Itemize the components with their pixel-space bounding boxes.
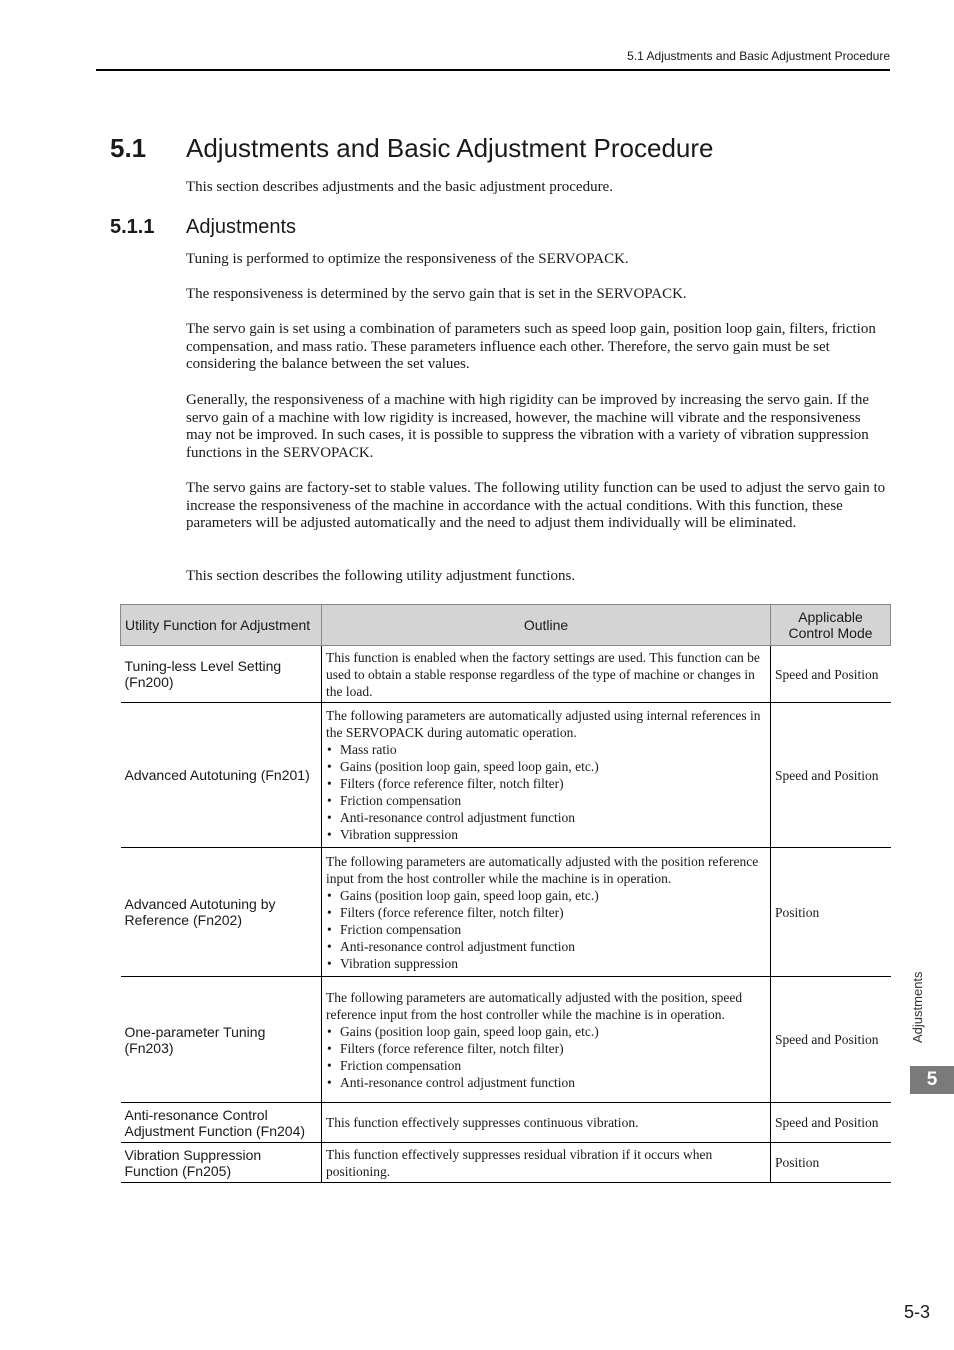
bullet-text: Vibration suppression: [340, 827, 459, 842]
bullet-dot: •: [327, 759, 332, 774]
paragraph: The responsiveness is determined by the servo gain that is set in the SERVOPACK.: [186, 286, 687, 302]
bullet-text: Vibration suppression: [340, 955, 459, 971]
bullet-text: Anti-resonance control adjustment function: [340, 938, 576, 954]
bullet-text: Friction compensation: [340, 1057, 462, 1073]
outline-text: The following parameters are automatically adjusted with the position reference input from the host controller while the machine is in operation.: [326, 853, 759, 886]
bullet-text: Filters (force reference filter, notch filter): [340, 776, 564, 791]
section-number: 5.1: [110, 133, 147, 163]
section-heading: [110, 133, 714, 164]
cell-function: Anti-resonance Control Adjustment Function (Fn204): [121, 1103, 322, 1143]
list-item: [326, 826, 766, 843]
table-row: [121, 848, 891, 977]
section-title: Adjustments and Basic Adjustment Procedure: [186, 133, 714, 163]
bullet-text: Filters (force reference filter, notch filter): [340, 904, 564, 920]
bullet-text: Friction compensation: [340, 793, 462, 808]
bullet-text: Gains (position loop gain, speed loop gain, etc.): [340, 887, 599, 903]
cell-mode: Speed and Position: [771, 703, 891, 848]
subsection-heading: [110, 216, 296, 239]
bullet-dot: •: [327, 1023, 332, 1039]
cell-mode: Position: [771, 1143, 891, 1183]
list-item: [326, 1040, 766, 1057]
list-item: [326, 1074, 766, 1091]
paragraph: The servo gains are factory-set to stable values. The following utility function can be used to adjust the servo gain to increase the responsiveness of the machine in accordance with the actual conditions. With this function, these parameters will be adjusted automatically and the need to adjust them individually will be eliminated.: [186, 480, 886, 532]
column-header-function: Utility Function for Adjustment: [121, 605, 322, 646]
bullet-dot: •: [327, 827, 332, 842]
paragraph: The servo gain is set using a combination of parameters such as speed loop gain, position loop gain, filters, friction compensation, and mass ratio. These parameters influence each other. Therefore, the servo gain must be set considering the balance between the set values.: [186, 321, 876, 373]
cell-function: One-parameter Tuning (Fn203): [121, 977, 322, 1103]
bullet-text: Friction compensation: [340, 921, 462, 937]
cell-outline: [322, 1143, 771, 1183]
list-item: [326, 1023, 766, 1040]
chapter-label-text: Adjustments: [910, 971, 925, 1043]
outline-bullet-list: [326, 1023, 766, 1091]
table-row: [121, 1103, 891, 1143]
section-intro: This section describes adjustments and the basic adjustment procedure.: [186, 179, 613, 195]
subsection-title: Adjustments: [186, 216, 297, 238]
table-row: [121, 703, 891, 848]
bullet-text: Mass ratio: [340, 742, 397, 757]
bullet-text: Gains (position loop gain, speed loop gain, etc.): [340, 759, 599, 774]
bullet-text: Anti-resonance control adjustment function: [340, 810, 576, 825]
header-rule: [96, 69, 890, 71]
table-header-row: [121, 605, 891, 646]
subsection-number: 5.1.1: [110, 216, 155, 238]
cell-function: Tuning-less Level Setting (Fn200): [121, 646, 322, 703]
list-item: [326, 921, 766, 938]
chapter-tab: 5: [910, 1066, 954, 1094]
bullet-dot: •: [327, 1074, 332, 1090]
cell-mode: Speed and Position: [771, 1103, 891, 1143]
list-item: [326, 904, 766, 921]
bullet-dot: •: [327, 921, 332, 937]
list-item: [326, 809, 766, 826]
bullet-dot: •: [327, 1040, 332, 1056]
column-header-mode: Applicable Control Mode: [771, 605, 891, 646]
cell-mode: Speed and Position: [771, 977, 891, 1103]
cell-outline: [322, 1103, 771, 1143]
paragraph: Tuning is performed to optimize the responsiveness of the SERVOPACK.: [186, 251, 629, 267]
bullet-dot: •: [327, 742, 332, 757]
list-item: [326, 955, 766, 972]
bullet-dot: •: [327, 887, 332, 903]
utility-functions-table: [120, 604, 891, 1183]
cell-mode: Position: [771, 848, 891, 977]
list-item: [326, 741, 766, 758]
list-item: [326, 775, 766, 792]
list-item: [326, 758, 766, 775]
cell-outline: [322, 977, 771, 1103]
bullet-dot: •: [327, 904, 332, 920]
column-header-outline: Outline: [322, 605, 771, 646]
running-head: 5.1 Adjustments and Basic Adjustment Procedure: [627, 49, 890, 63]
list-item: [326, 1057, 766, 1074]
paragraph: This section describes the following utility adjustment functions.: [186, 568, 576, 584]
bullet-dot: •: [327, 938, 332, 954]
bullet-dot: •: [327, 955, 332, 971]
page-number: 5-3: [903, 1302, 930, 1322]
bullet-text: Filters (force reference filter, notch filter): [340, 1040, 564, 1056]
outline-text: This function is enabled when the factory settings are used. This function can be used to obtain a stable response regardless of the type of machine or changes in the load.: [326, 649, 760, 699]
outline-text: This function effectively suppresses residual vibration if it occurs when positioning.: [326, 1146, 713, 1179]
list-item: [326, 938, 766, 955]
list-item: [326, 887, 766, 904]
cell-mode: Speed and Position: [771, 646, 891, 703]
table-row: [121, 1143, 891, 1183]
outline-text: The following parameters are automatically adjusted using internal references in the SERVOPACK during automatic operation.: [326, 708, 761, 740]
table-row: [121, 977, 891, 1103]
bullet-dot: •: [327, 793, 332, 808]
list-item: [326, 792, 766, 809]
cell-function: Advanced Autotuning by Reference (Fn202): [121, 848, 322, 977]
table-body: [121, 646, 891, 1183]
outline-text: This function effectively suppresses continuous vibration.: [326, 1115, 639, 1130]
cell-outline: [322, 703, 771, 848]
table-row: [121, 646, 891, 703]
cell-function: Advanced Autotuning (Fn201): [121, 703, 322, 848]
cell-outline: [322, 848, 771, 977]
paragraph: Generally, the responsiveness of a machine with high rigidity can be improved by increasing the servo gain. If the servo gain of a machine with low rigidity is increased, however, the machine will vibrate and the responsiveness may not be improved. In such cases, it is possible to suppress the vibration with a variety of vibration suppression functions in the SERVOPACK.: [186, 392, 869, 462]
cell-function: Vibration Suppression Function (Fn205): [121, 1143, 322, 1183]
bullet-dot: •: [327, 810, 332, 825]
cell-outline: [322, 646, 771, 703]
bullet-dot: •: [327, 1057, 332, 1073]
bullet-dot: •: [327, 776, 332, 791]
outline-text: The following parameters are automatically adjusted with the position, speed reference input from the host controller while the machine is in operation.: [326, 989, 743, 1022]
bullet-text: Anti-resonance control adjustment function: [340, 1074, 576, 1090]
bullet-text: Gains (position loop gain, speed loop gain, etc.): [340, 1023, 599, 1039]
outline-bullet-list: [326, 887, 766, 972]
outline-bullet-list: [326, 741, 766, 843]
